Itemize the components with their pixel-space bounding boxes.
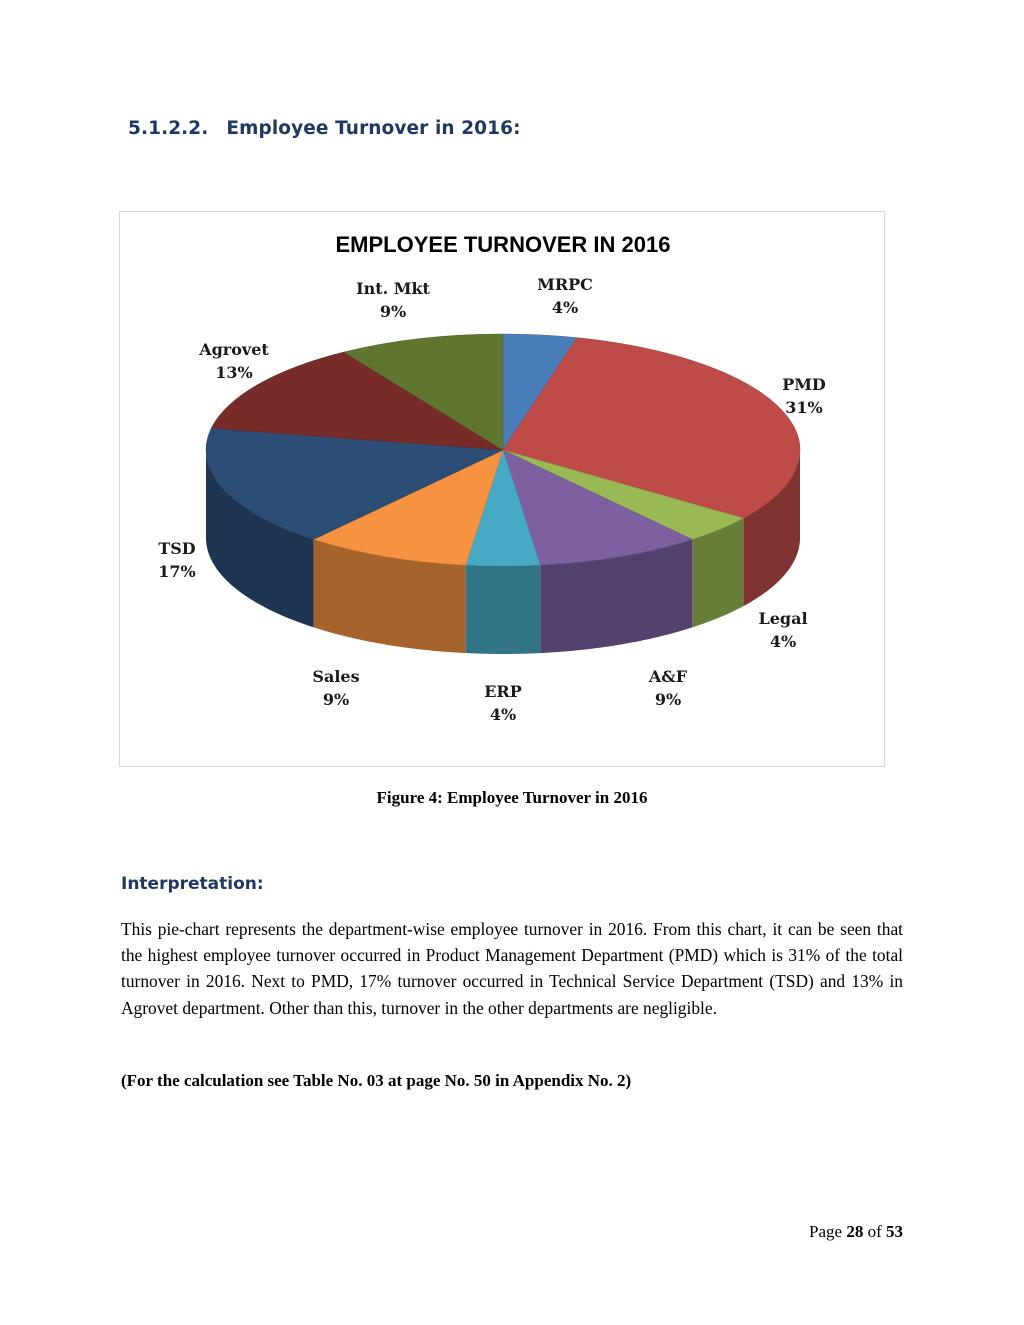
- interpretation-text: This pie-chart represents the department-wise employee turnover in 2016. From this chart, it can be seen that the highest employee turnover occurred in Product Management Department (PMD) which is 31% of the total turnover in 2016. Next to PMD, 17% turnover occurred in Technical Service Department (TSD) and 13% in Agrovet department. Other than this, turnover in the other departments are negligible.: [121, 919, 903, 1018]
- slice-value-erp: 4%: [489, 705, 517, 724]
- slice-label-sales: Sales: [312, 667, 360, 686]
- page-number: 28: [846, 1222, 864, 1241]
- slice-label-tsd: TSD: [158, 539, 196, 558]
- slice-value-sales: 9%: [322, 690, 350, 709]
- slice-value-legal: 4%: [769, 632, 797, 651]
- figure-caption: Figure 4: Employee Turnover in 2016: [376, 788, 648, 807]
- page-footer: [809, 1222, 903, 1242]
- pie-slices: [206, 334, 800, 654]
- slice-label-int-mkt: Int. Mkt: [356, 279, 430, 298]
- of-word: of: [867, 1222, 882, 1241]
- slice-label-legal: Legal: [758, 609, 808, 628]
- slice-value-tsd: 17%: [158, 562, 196, 581]
- slice-value-int-mkt: 9%: [379, 302, 407, 321]
- slice-label-agrovet: Agrovet: [199, 340, 269, 359]
- slice-value-agrovet: 13%: [215, 363, 253, 382]
- pie-chart-svg: [120, 212, 886, 768]
- page-total: 53: [886, 1222, 903, 1241]
- slice-value-a-f: 9%: [654, 690, 682, 709]
- interpretation-heading: Interpretation:: [121, 874, 264, 894]
- section-heading: [128, 118, 521, 139]
- page-word: Page: [809, 1222, 843, 1241]
- slice-label-erp: ERP: [484, 682, 522, 701]
- slice-label-a-f: A&F: [648, 667, 688, 686]
- chart-title: EMPLOYEE TURNOVER IN 2016: [335, 232, 671, 257]
- slice-label-pmd: PMD: [782, 375, 826, 394]
- pie-chart: [119, 211, 885, 767]
- slice-label-mrpc: MRPC: [537, 275, 593, 294]
- section-number: 5.1.2.2.: [128, 118, 209, 139]
- calculation-note: (For the calculation see Table No. 03 at page No. 50 in Appendix No. 2): [121, 1071, 632, 1090]
- section-title: Employee Turnover in 2016:: [226, 118, 521, 139]
- slice-value-pmd: 31%: [785, 398, 823, 417]
- slice-value-mrpc: 4%: [551, 298, 579, 317]
- pie-side-erp: [466, 565, 540, 654]
